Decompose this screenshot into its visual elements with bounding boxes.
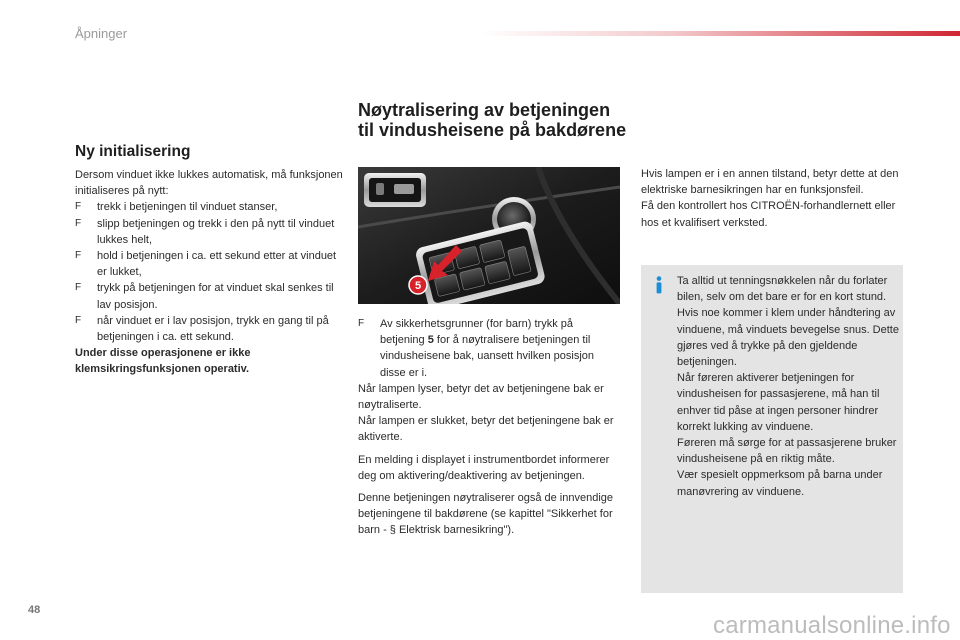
bullet-icon: F [75, 314, 82, 326]
bullet-icon: F [75, 282, 82, 294]
section-title: Åpninger [75, 26, 128, 41]
bullet-icon: F [75, 201, 82, 213]
warning-text: Under disse operasjonene er ikke klemsikringsfunksjonen operativ. [75, 347, 251, 376]
list-item-text: trekk i betjeningen til vinduet stanser, [97, 201, 278, 214]
list-item [75, 313, 345, 345]
display-message-text: En melding i displayet i instrumentbordet informerer deg om aktivering/deaktivering av betjeningen. [358, 453, 610, 482]
list-item [75, 216, 345, 248]
info-paragraph: Vær spesielt oppmerksom på barna under manøvrering av vinduene. [677, 469, 883, 498]
heading-reinitialisation: Ny initialisering [75, 143, 191, 160]
list-item-text: når vinduet er i lav posisjon, trykk en gang til på betjeningen i ca. ett sekund. [97, 314, 329, 344]
list-item-text: hold i betjeningen i ca. ett sekund etter at vinduet er lukket, [97, 250, 337, 279]
lamp-off-text: Når lampen er slukket, betyr det betjeningene bak er aktiverte. [358, 415, 614, 444]
neutralisation-text [358, 316, 620, 539]
list-item [75, 199, 345, 215]
bullet-icon: F [75, 250, 82, 262]
list-item-text: slipp betjeningen og trekk i den på nytt til vinduet lukkes helt, [97, 217, 335, 246]
door-panel-illustration [358, 167, 620, 304]
window-switch-photo [358, 167, 620, 304]
bullet-text-start: Av sikkerhetsgrunner (for barn) trykk på betjening [380, 318, 573, 347]
info-paragraph: Føreren må sørge for at passasjerene bruker vindusheisene på en riktig måte. [677, 437, 897, 466]
fault-text: Hvis lampen er i en annen tilstand, betyr dette at den elektriske barnesikringen har en funksjonsfeil. [641, 168, 899, 197]
fault-text-block [641, 166, 906, 231]
header-accent-bar [480, 31, 960, 36]
dealer-text: Få den kontrollert hos CITROËN-forhandlernett eller hos et kvalifisert verksted. [641, 200, 896, 229]
list-item [358, 316, 620, 381]
lamp-on-text: Når lampen lyser, betyr det av betjeningene bak er nøytraliserte. [358, 382, 604, 412]
info-paragraph: Når føreren aktiverer betjeningen for vindusheisen for passasjerene, må han til enhver tid påse at ingen personer hindrer korrekt lukking av vinduene. [677, 372, 880, 433]
info-paragraph: Ta alltid ut tenningsnøkkelen når du forlater bilen, selv om det bare er for en kort stund. [677, 275, 888, 304]
list-item-text: trykk på betjeningen for at vinduet skal senkes til lav posisjon. [97, 282, 334, 311]
watermark: carmanualsonline.info [713, 612, 951, 639]
list-item [75, 248, 345, 280]
page-number: 48 [28, 604, 41, 616]
bullet-icon: F [358, 318, 365, 329]
info-icon [653, 276, 665, 294]
bullet-icon: F [75, 217, 82, 229]
list-item [75, 280, 345, 312]
info-paragraph: Hvis noe kommer i klem under håndtering av vinduene, må vinduets bevegelse snus. Dette gjøres ved å trykke på den gjeldende betjeningen. [677, 307, 899, 369]
control-number: 5 [427, 334, 434, 347]
inner-controls-text: Denne betjeningen nøytraliserer også de innvendige betjeningene til bakdørene (se kapittel "Sikkerhet for barn - § Elektrisk barnesikring"). [358, 492, 614, 537]
reinit-instructions [75, 167, 345, 378]
callout-number: 5 [414, 280, 422, 292]
heading-neutralisation: Nøytralisering av betjeningen til vindusheisene på bakdørene [358, 100, 627, 140]
bullet-text-end: for å nøytralisere betjeningen til vindusheisene bak, uansett hvilken posisjon disse er i. [380, 334, 595, 379]
reinit-intro: Dersom vinduet ikke lukkes automatisk, må funksjonen initialiseres på nytt: [75, 169, 343, 198]
info-text [677, 273, 899, 500]
info-box [641, 265, 903, 593]
